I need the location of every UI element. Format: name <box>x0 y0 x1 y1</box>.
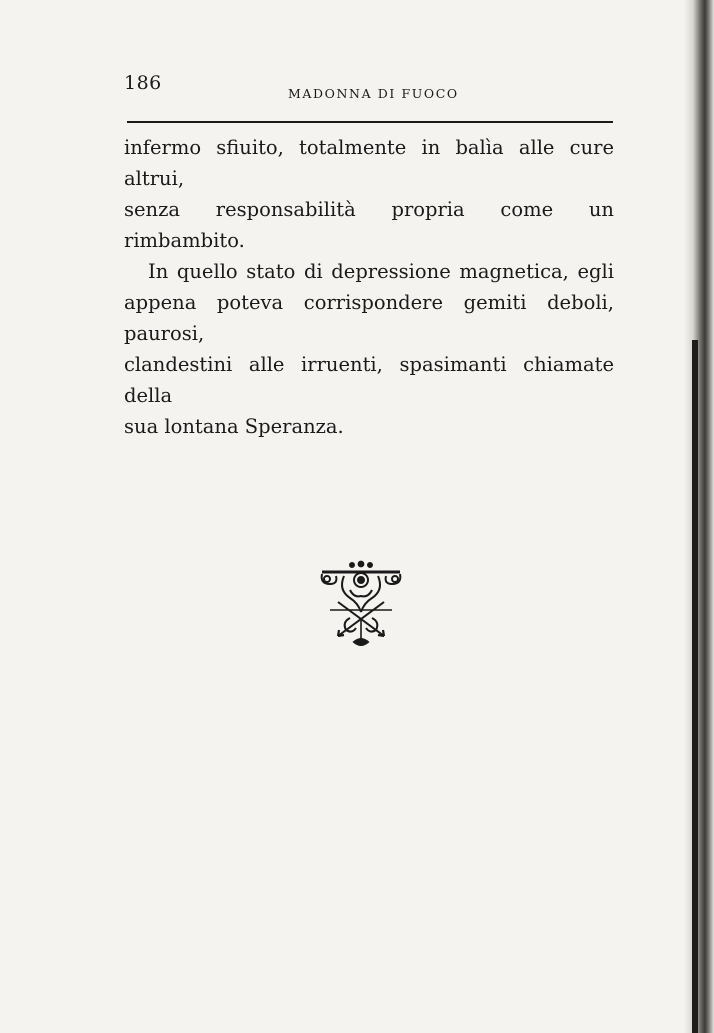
text-line: In quello stato di depressione magnetica, egli <box>148 260 614 283</box>
body-text <box>124 132 614 442</box>
running-title: MADONNA DI FUOCO <box>288 86 459 101</box>
fleuron-ornament-icon <box>316 560 406 650</box>
text-line: sua lontana Speranza. <box>124 415 344 438</box>
text-line: senza responsabilità propria come un rimbambito. <box>124 198 614 252</box>
page-edge-shadow <box>684 0 714 1033</box>
page-number: 186 <box>124 72 162 94</box>
page-binding-edge <box>692 340 698 1033</box>
text-line: clandestini alle irruenti, spasimanti chiamate della <box>124 353 614 407</box>
text-line: infermo sfiuito, totalmente in balìa alle cure altrui, <box>124 136 614 190</box>
header-rule <box>127 121 613 123</box>
text-line: appena poteva corrispondere gemiti deboli, paurosi, <box>124 291 614 345</box>
